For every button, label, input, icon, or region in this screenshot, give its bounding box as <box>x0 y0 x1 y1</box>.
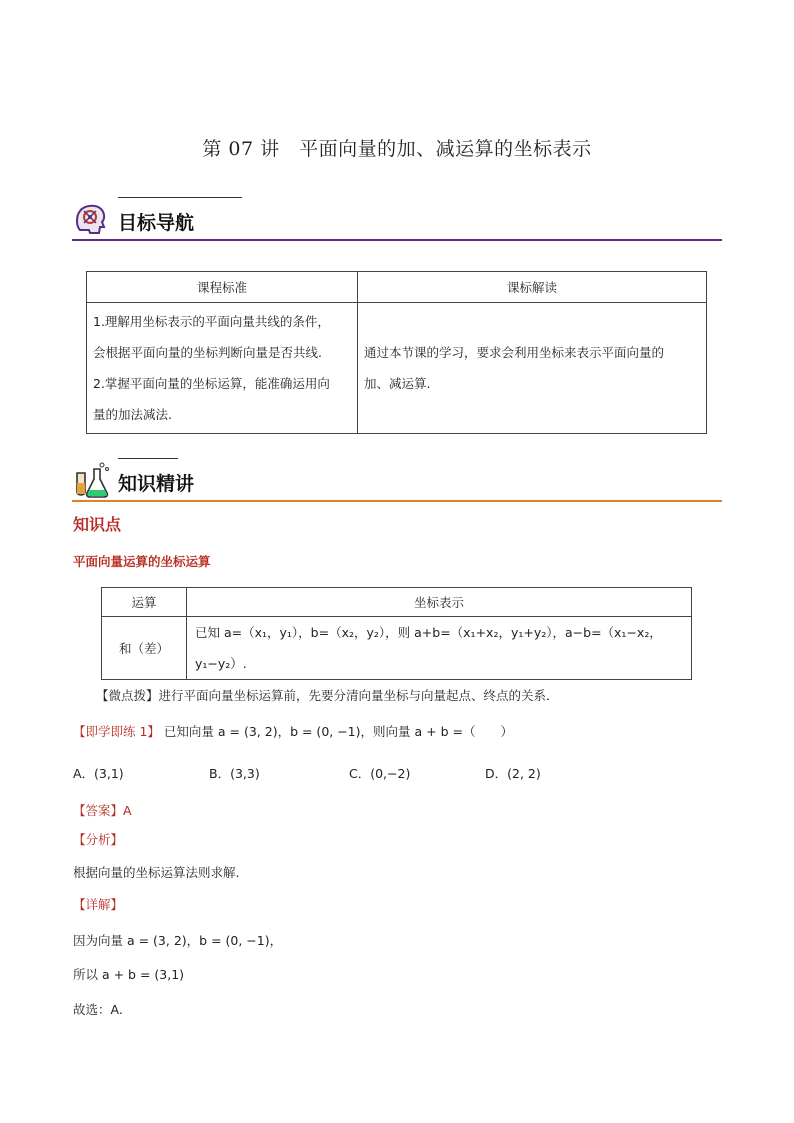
lab-flask-icon <box>72 461 110 499</box>
title-number: 07 <box>228 138 254 160</box>
option-a: A．(3,1) <box>73 766 124 781</box>
example-text: 已知向量 a = (3, 2)，b = (0, −1)，则向量 a + b =（ ） <box>163 724 513 739</box>
standards-table <box>86 271 707 434</box>
table-header: 课程标准 <box>87 272 358 303</box>
knowledge-title: 知识点 <box>73 515 122 534</box>
detail-tag: 【详解】 <box>73 897 124 912</box>
table-header: 坐标表示 <box>187 588 692 617</box>
brain-gear-icon <box>72 200 110 238</box>
detail-line-2: 所以 a + b = (3,1) <box>73 967 185 982</box>
detail-line-3: 故选：A. <box>73 1002 123 1017</box>
title-text: 讲 平面向量的加、减运算的坐标表示 <box>260 138 592 160</box>
answer: 【答案】A <box>73 803 132 818</box>
option-d: D．(2, 2) <box>485 766 541 781</box>
section-rule <box>72 239 722 241</box>
formula-cell: 已知 a=（x₁，y₁），b=（x₂，y₂），则 a+b=（x₁+x₂，y₁+y₂），a−b=（x₁−x₂， y₁−y₂）. <box>187 617 692 680</box>
table-header: 课标解读 <box>358 272 707 303</box>
section-label: 目标导航 <box>118 212 195 234</box>
detail-line-1: 因为向量 a = (3, 2)，b = (0, −1)， <box>73 933 283 948</box>
section-header-knowledge <box>72 458 722 502</box>
interpretation-cell: 通过本节课的学习，要求会利用坐标来表示平面向量的 加、减运算. <box>358 303 707 434</box>
analysis-tag: 【分析】 <box>73 832 124 847</box>
analysis-text: 根据向量的坐标运算法则求解. <box>73 865 240 880</box>
section-rule <box>72 500 722 502</box>
option-b: B．(3,3) <box>209 766 260 781</box>
page-title <box>0 134 794 161</box>
title-prefix: 第 <box>202 138 222 160</box>
operation-cell: 和（差） <box>102 617 187 680</box>
options-row <box>73 764 673 784</box>
coordinate-table <box>101 587 692 680</box>
example-tag: 【即学即练 1】 <box>73 724 160 739</box>
example-question <box>73 722 513 740</box>
tip-note: 【微点拨】进行平面向量坐标运算前，先要分清向量坐标与向量起点、终点的关系． <box>96 688 559 703</box>
option-c: C．(0,−2) <box>349 766 411 781</box>
table-header: 运算 <box>102 588 187 617</box>
section-header-goals <box>72 197 722 241</box>
standards-cell: 1.理解用坐标表示的平面向量共线的条件， 会根据平面向量的坐标判断向量是否共线. 2.掌握平面向量的坐标运算，能准确运用向 量的加法减法. <box>87 303 358 434</box>
section-label: 知识精讲 <box>118 473 195 495</box>
knowledge-subtitle: 平面向量运算的坐标运算 <box>73 554 211 569</box>
